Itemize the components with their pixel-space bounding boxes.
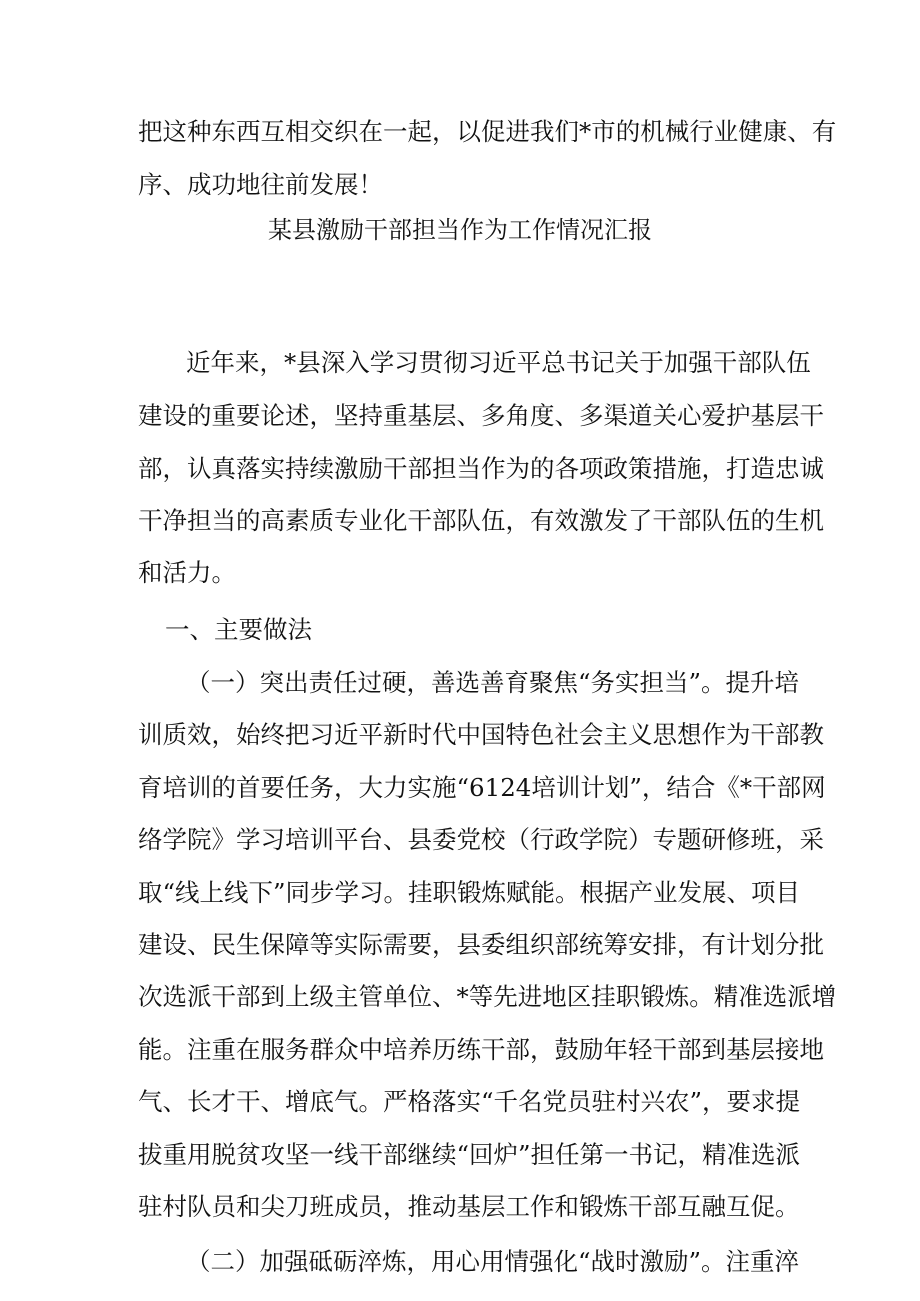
- body-line: 取“线上线下”同步学习。挂职锻炼赋能。根据产业发展、项目: [138, 878, 801, 907]
- body-line: 拔重用脱贫攻坚一线干部继续“回炉”担任第一书记，精准选派: [138, 1140, 801, 1169]
- body-line: 训质效，始终把习近平新时代中国特色社会主义思想作为干部教: [138, 720, 824, 749]
- document-title: 某县激励干部担当作为工作情况汇报: [268, 216, 652, 244]
- body-line: 育培训的首要任务，大力实施“6124培训计划”，结合《*干部网: [138, 773, 826, 802]
- body-line: 建设、民生保障等实际需要，县委组织部统筹安排，有计划分批: [138, 930, 824, 959]
- body-line: 部，认真落实持续激励干部担当作为的各项政策措施，打造忠诚: [138, 454, 824, 483]
- body-line: 驻村队员和尖刀班成员，推动基层工作和锻炼干部互融互促。: [138, 1192, 800, 1221]
- body-line: 干净担当的高素质专业化干部队伍，有效激发了干部队伍的生机: [138, 506, 824, 535]
- body-line: 和活力。: [138, 558, 236, 587]
- body-line: 次选派干部到上级主管单位、*等先进地区挂职锻炼。精准选派增: [138, 982, 837, 1011]
- intro-line-1: 把这种东西互相交织在一起，以促进我们*市的机械行业健康、有: [138, 117, 837, 146]
- body-line: 建设的重要论述，坚持重基层、多角度、多渠道关心爱护基层干: [138, 401, 824, 430]
- body-line: （二）加强砥砺淬炼，用心用情强化“战时激励”。注重淬: [186, 1247, 800, 1276]
- body-line: 络学院》学习培训平台、县委党校（行政学院）专题研修班，采: [138, 825, 824, 854]
- body-line: 近年来，*县深入学习贯彻习近平总书记关于加强干部队伍: [186, 348, 811, 377]
- intro-line-2: 序、成功地往前发展！: [138, 170, 383, 199]
- body-line: 能。注重在服务群众中培养历练干部，鼓励年轻干部到基层接地: [138, 1035, 824, 1064]
- section-heading: 一、主要做法: [165, 615, 312, 644]
- body-line: （一）突出责任过硬，善选善育聚焦“务实担当”。提升培: [186, 668, 800, 697]
- body-line: 气、长才干、增底气。严格落实“千名党员驻村兴农”，要求提: [138, 1087, 801, 1116]
